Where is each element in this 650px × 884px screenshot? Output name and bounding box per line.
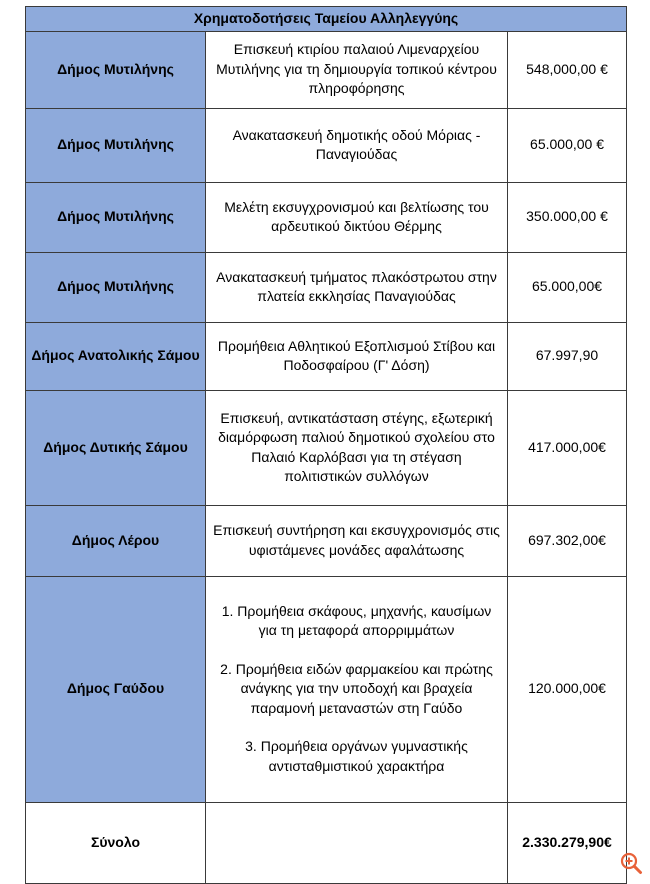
project-list-item: 3. Προμήθεια οργάνων γυμναστικής αντισταθμιστικού χαρακτήρα [245,738,468,774]
table-row [26,182,627,252]
project-cell: Ανακατασκευή δημοτικής οδού Μόριας - Παναγιούδας [206,108,508,182]
table-title: Χρηματοδοτήσεις Ταμείου Αλληλεγγύης [26,7,627,32]
title-row [26,7,627,32]
project-cell: Μελέτη εκσυγχρονισμού και βελτίωσης του αρδευτικού δικτύου Θέρμης [206,182,508,252]
table-row [26,108,627,182]
municipality-cell: Δήμος Μυτιλήνης [26,182,206,252]
municipality-cell: Δήμος Μυτιλήνης [26,252,206,322]
amount-cell: 120.000,00€ [508,576,627,802]
municipality-cell: Δήμος Ανατολικής Σάμου [26,322,206,390]
project-cell: Επισκευή κτιρίου παλαιού Λιμεναρχείου Μυτιλήνης για τη δημιουργία τοπικού κέντρου πληροφόρησης [206,31,508,108]
amount-cell: 67.997,90 [508,322,627,390]
project-list-cell [206,576,508,802]
table-row [26,505,627,576]
municipality-cell: Δήμος Μυτιλήνης [26,108,206,182]
amount-cell: 548,000,00 € [508,31,627,108]
municipality-cell: Δήμος Λέρου [26,505,206,576]
project-cell: Ανακατασκευή τμήματος πλακόστρωτου στην πλατεία εκκλησίας Παναγιούδας [206,252,508,322]
amount-cell: 65.000,00€ [508,252,627,322]
funding-table [25,6,627,884]
amount-cell: 697.302,00€ [508,505,627,576]
municipality-cell: Δήμος Δυτικής Σάμου [26,390,206,505]
project-list-item: 1. Προμήθεια σκάφους, μηχανής, καυσίμων για τη μεταφορά απορριμμάτων [221,602,492,639]
municipality-cell: Δήμος Μυτιλήνης [26,31,206,108]
project-cell: Προμήθεια Αθλητικού Εξοπλισμού Στίβου και Ποδοσφαίρου (Γ' Δόση) [206,322,508,390]
table-row [26,31,627,108]
project-cell: Επισκευή συντήρηση και εκσυγχρονισμός στις υφιστάμενες μονάδες αφαλάτωσης [206,505,508,576]
project-list-item: 2. Προμήθεια ειδών φαρμακείου και πρώτης ανάγκης για την υποδοχή και βραχεία παραμονή μεταναστών στη Γαύδο [220,660,493,716]
table-row [26,390,627,505]
table-row [26,322,627,390]
amount-cell: 65.000,00 € [508,108,627,182]
amount-cell: 350.000,00 € [508,182,627,252]
project-cell: Επισκευή, αντικατάσταση στέγης, εξωτερική διαμόρφωση παλιού δημοτικού σχολείου στο Παλαιό Καρλόβασι για τη στέγαση πολιτιστικών συλλόγων [206,390,508,505]
amount-cell: 417.000,00€ [508,390,627,505]
total-label: Σύνολο [26,802,206,883]
zoom-in-icon[interactable] [619,851,643,875]
table-row [26,252,627,322]
municipality-cell: Δήμος Γαύδου [26,576,206,802]
table-row-gavdos [26,576,627,802]
total-amount: 2.330.279,90€ [508,802,627,883]
total-row [26,802,627,883]
empty-cell [206,802,508,883]
